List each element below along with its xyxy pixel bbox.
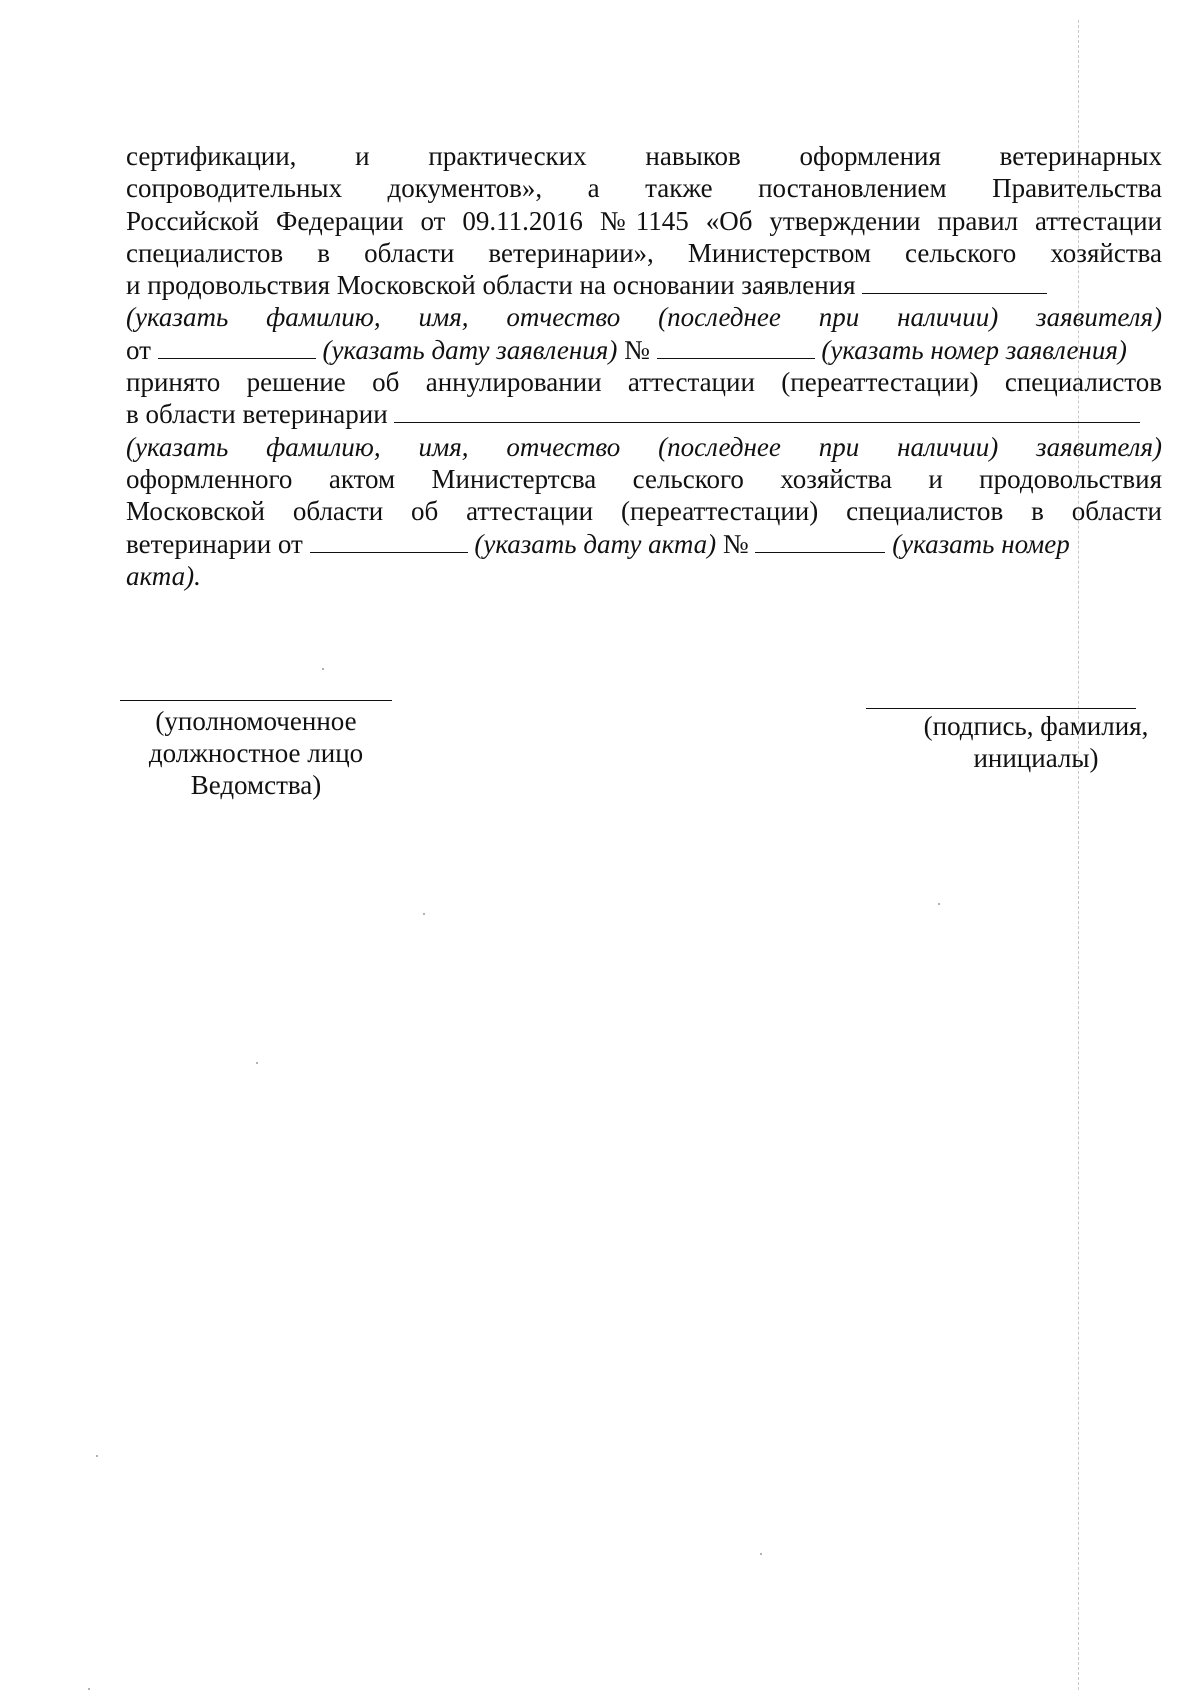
application-date-number-line <box>126 334 1162 366</box>
official-signature-line <box>120 700 392 701</box>
text-line: принято решение об аннулировании аттестации (переаттестации) специалистов <box>126 367 1162 398</box>
official-caption: (уполномоченное должностное лицо Ведомства) <box>148 706 364 800</box>
act-date-prefix: ветеринарии от <box>126 528 303 559</box>
specialist-name-hint: (указать фамилию, имя, отчество (последнее при наличии) заявителя) <box>126 431 1162 462</box>
scan-speck <box>760 1553 762 1555</box>
text-line: Московской области об аттестации (переаттестации) специалистов в области <box>126 496 1162 527</box>
scan-speck <box>96 1455 98 1457</box>
decision-paragraph <box>126 140 1162 592</box>
scan-speck <box>423 913 425 915</box>
from-word: от <box>126 334 151 365</box>
signature-line <box>866 708 1136 709</box>
specialist-blank <box>394 400 1140 423</box>
application-number-blank <box>657 336 815 359</box>
application-basis-text: и продовольствия Московской области на основании заявления <box>126 270 856 301</box>
application-date-blank <box>158 336 316 359</box>
text-line: сопроводительных документов», а также постановлением Правительства <box>126 173 1162 204</box>
text-line: Российской Федерации от 09.11.2016 №1145 «Об утверждении правил аттестации <box>126 205 1162 236</box>
text-line: специалистов в области ветеринарии», Министерством сельского хозяйства <box>126 237 1162 268</box>
scan-speck <box>938 903 940 905</box>
signature-caption: (подпись, фамилия, инициалы) <box>923 711 1149 773</box>
application-date-hint: (указать дату заявления) <box>322 334 618 365</box>
text-line: оформленного актом Министертсва сельского хозяйства и продовольствия <box>126 463 1162 494</box>
applicant-blank <box>862 271 1047 294</box>
scan-speck <box>88 1688 90 1690</box>
text-line-with-blank <box>126 398 1162 430</box>
act-number-sign: № <box>722 528 749 559</box>
number-sign: № <box>624 334 650 365</box>
text-line: акта). <box>126 560 201 591</box>
applicant-name-hint: (указать фамилию, имя, отчество (последнее при наличии) заявителя) <box>126 302 1162 333</box>
scan-speck <box>256 1062 258 1064</box>
text-line-with-blank <box>126 269 1162 301</box>
act-number-hint: (указать номер <box>892 528 1070 559</box>
act-date-hint: (указать дату акта) <box>474 528 717 559</box>
scan-speck <box>322 668 324 670</box>
act-number-blank <box>755 530 885 553</box>
act-date-number-line <box>126 528 1162 560</box>
text-line: сертификации, и практических навыков оформления ветеринарных <box>126 141 1162 171</box>
application-number-hint: (указать номер заявления) <box>821 334 1127 365</box>
vet-area-text: в области ветеринарии <box>126 399 388 430</box>
act-date-blank <box>310 530 468 553</box>
